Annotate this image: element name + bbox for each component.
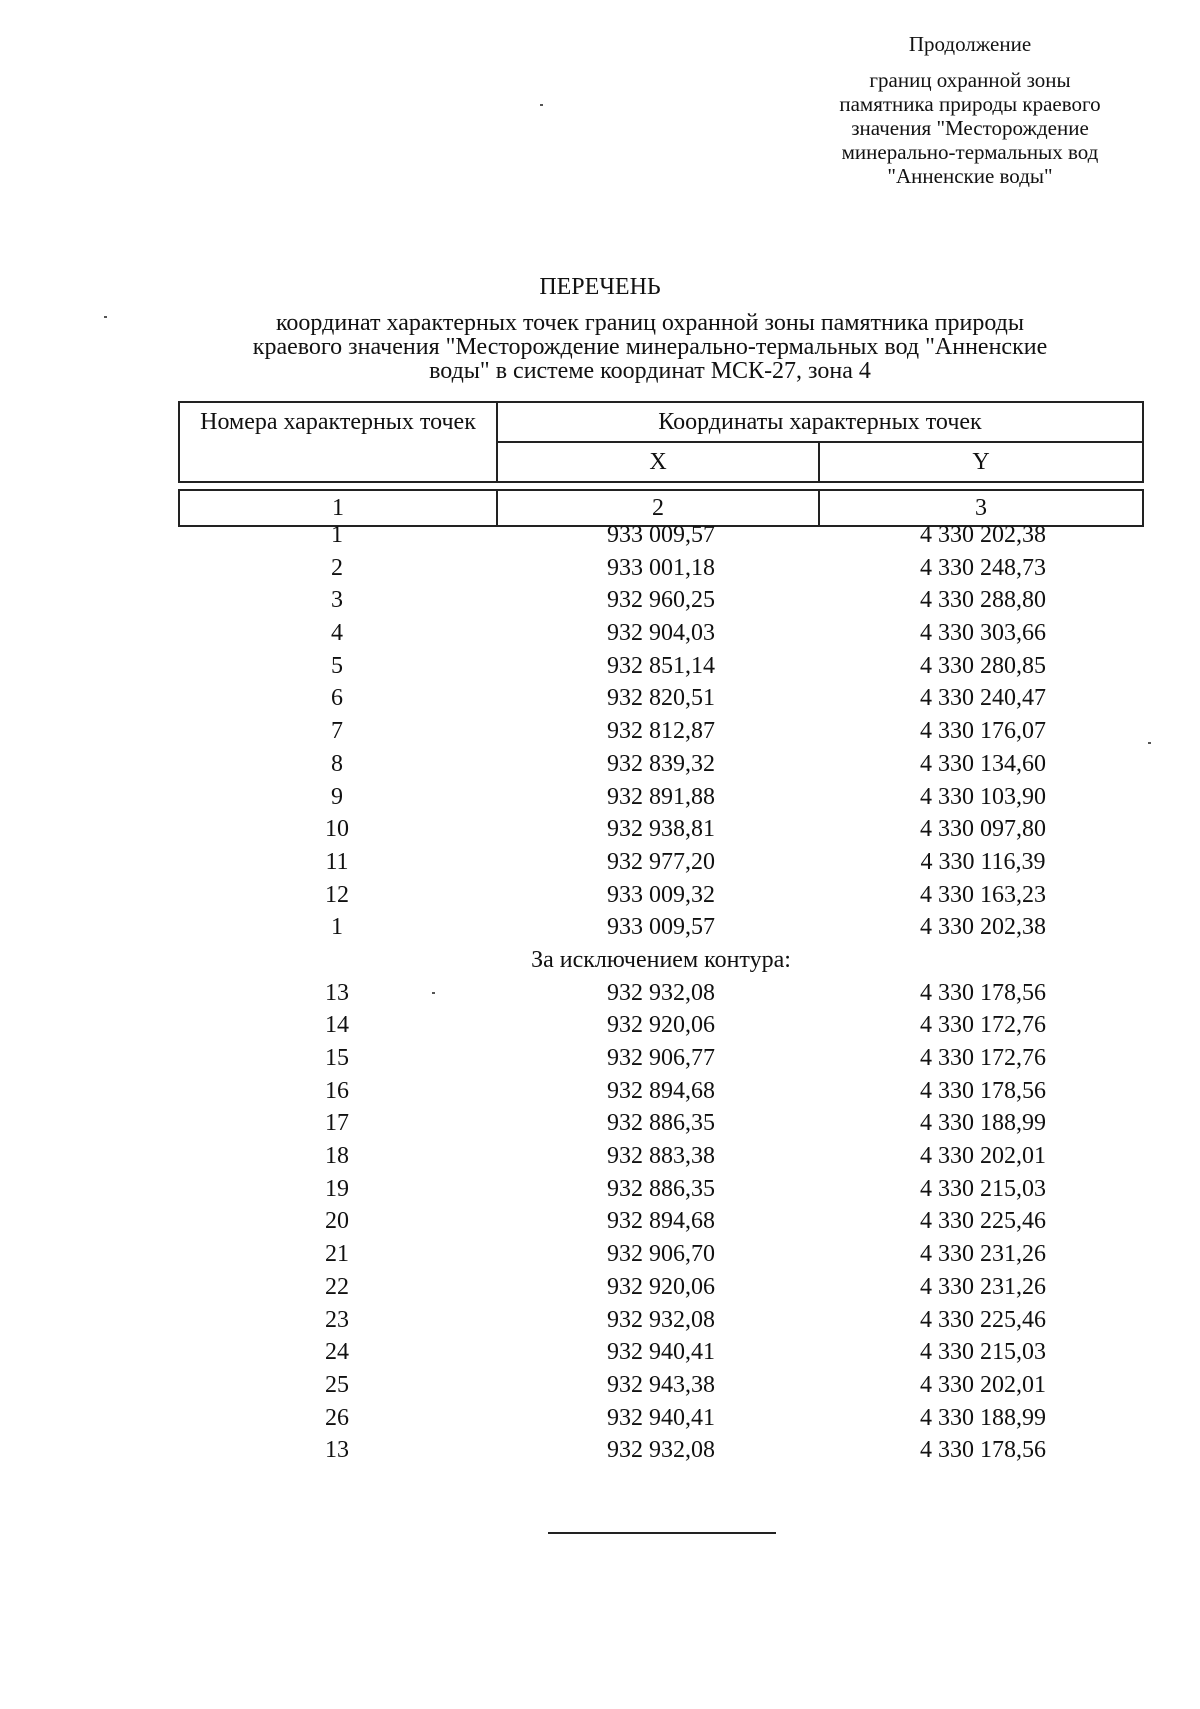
x-coordinate: 932 932,08 bbox=[607, 1437, 715, 1464]
subtitle-line: краевого значения "Месторождение минерально-термальных вод "Анненские bbox=[252, 334, 1048, 360]
x-coordinate: 932 906,70 bbox=[607, 1241, 715, 1268]
table-row bbox=[178, 813, 1144, 846]
y-coordinate: 4 330 163,23 bbox=[920, 881, 1046, 908]
x-coordinate: 932 932,08 bbox=[607, 979, 715, 1006]
y-coordinate: 4 330 097,80 bbox=[920, 816, 1046, 843]
x-coordinate: 932 960,25 bbox=[607, 587, 715, 614]
x-coordinate: 932 920,06 bbox=[607, 1012, 715, 1039]
subtitle-line: координат характерных точек границ охранной зоны памятника природы bbox=[275, 310, 1025, 336]
y-coordinate: 4 330 172,76 bbox=[920, 1045, 1046, 1071]
point-number: 19 bbox=[325, 1175, 349, 1202]
table-row bbox=[178, 584, 1144, 617]
column-number-3: 3 bbox=[819, 490, 1143, 526]
table-row bbox=[178, 1042, 1144, 1075]
table-row bbox=[178, 1271, 1144, 1304]
y-coordinate: 4 330 134,60 bbox=[920, 750, 1046, 777]
y-coordinate: 4 330 225,46 bbox=[920, 1306, 1046, 1333]
point-number: 14 bbox=[325, 1012, 349, 1039]
y-coordinate: 4 330 248,73 bbox=[920, 554, 1046, 581]
x-coordinate: 932 932,08 bbox=[607, 1306, 715, 1333]
table-row bbox=[178, 1140, 1144, 1173]
document-subtitle bbox=[150, 311, 1150, 383]
x-coordinate: 932 977,20 bbox=[607, 848, 715, 875]
point-number: 17 bbox=[325, 1110, 349, 1137]
continuation-line: памятника природы краевого bbox=[839, 92, 1101, 116]
x-coordinate: 932 904,03 bbox=[607, 620, 715, 647]
table-row bbox=[178, 552, 1144, 585]
continuation-label: Продолжение bbox=[908, 32, 1032, 56]
point-number: 3 bbox=[331, 587, 343, 614]
x-coordinate: 932 891,88 bbox=[607, 783, 715, 810]
subtitle-line: воды" в системе координат МСК-27, зона 4 bbox=[429, 358, 871, 384]
point-number: 13 bbox=[325, 1437, 349, 1464]
y-coordinate: 4 330 202,38 bbox=[920, 914, 1046, 941]
point-number: 5 bbox=[331, 652, 343, 679]
point-number: 15 bbox=[325, 1045, 349, 1071]
y-coordinate: 4 330 103,90 bbox=[920, 783, 1046, 810]
x-coordinate: 932 851,14 bbox=[607, 652, 715, 679]
closing-rule bbox=[548, 1532, 776, 1534]
x-coordinate: 933 001,18 bbox=[607, 554, 715, 581]
table-row bbox=[178, 977, 1144, 1010]
table-row bbox=[178, 519, 1144, 552]
x-coordinate: 932 883,38 bbox=[607, 1143, 715, 1170]
x-coordinate: 932 886,35 bbox=[607, 1175, 715, 1202]
x-coordinate: 932 940,41 bbox=[607, 1404, 715, 1431]
coordinates-table-header bbox=[178, 401, 1144, 527]
y-coordinate: 4 330 202,01 bbox=[920, 1371, 1046, 1398]
point-number: 26 bbox=[325, 1404, 349, 1431]
table-row bbox=[178, 1336, 1144, 1369]
table-row bbox=[178, 1402, 1144, 1435]
y-coordinate: 4 330 178,56 bbox=[920, 1077, 1046, 1104]
y-coordinate: 4 330 231,26 bbox=[920, 1273, 1046, 1300]
y-coordinate: 4 330 202,01 bbox=[920, 1143, 1046, 1170]
y-coordinate: 4 330 176,07 bbox=[920, 718, 1046, 745]
point-number: 7 bbox=[331, 718, 343, 745]
table-row bbox=[178, 1009, 1144, 1042]
point-number: 21 bbox=[325, 1241, 349, 1268]
y-coordinate: 4 330 240,47 bbox=[920, 685, 1046, 712]
table-row bbox=[178, 1205, 1144, 1238]
y-coordinate: 4 330 202,38 bbox=[920, 522, 1046, 548]
table-row bbox=[178, 715, 1144, 748]
x-coordinate: 932 820,51 bbox=[607, 685, 715, 712]
table-row bbox=[178, 1107, 1144, 1140]
point-number: 1 bbox=[331, 914, 343, 941]
point-number: 18 bbox=[325, 1143, 349, 1170]
column-number-1: 1 bbox=[179, 490, 497, 526]
header-x: X bbox=[497, 442, 819, 482]
point-number: 2 bbox=[331, 554, 343, 581]
header-y: Y bbox=[819, 442, 1143, 482]
table-row bbox=[178, 1369, 1144, 1402]
scan-speck bbox=[432, 992, 435, 994]
x-coordinate: 932 940,41 bbox=[607, 1339, 715, 1366]
exclusion-contour-rows bbox=[178, 977, 1144, 1467]
table-row bbox=[178, 617, 1144, 650]
x-coordinate: 932 894,68 bbox=[607, 1077, 715, 1104]
continuation-line: минерально-термальных вод bbox=[841, 140, 1099, 164]
x-coordinate: 932 894,68 bbox=[607, 1208, 715, 1235]
point-number: 13 bbox=[325, 979, 349, 1006]
point-number: 1 bbox=[331, 522, 343, 548]
continuation-line: "Анненские воды" bbox=[887, 164, 1053, 188]
x-coordinate: 933 009,57 bbox=[607, 522, 715, 548]
y-coordinate: 4 330 188,99 bbox=[920, 1404, 1046, 1431]
point-number: 11 bbox=[325, 848, 349, 875]
point-number: 12 bbox=[325, 881, 349, 908]
x-coordinate: 932 812,87 bbox=[607, 718, 715, 745]
table-row bbox=[178, 682, 1144, 715]
table-row bbox=[178, 1238, 1144, 1271]
table-row bbox=[178, 748, 1144, 781]
x-coordinate: 932 920,06 bbox=[607, 1273, 715, 1300]
coordinates-table-body bbox=[178, 519, 1144, 1467]
table-row bbox=[178, 879, 1144, 912]
point-number: 23 bbox=[325, 1306, 349, 1333]
scan-speck bbox=[1148, 742, 1151, 744]
table-row bbox=[178, 1434, 1144, 1467]
x-coordinate: 932 886,35 bbox=[607, 1110, 715, 1137]
column-number-2: 2 bbox=[497, 490, 819, 526]
continuation-note bbox=[800, 32, 1140, 188]
header-coordinates: Координаты характерных точек bbox=[497, 402, 1143, 442]
y-coordinate: 4 330 215,03 bbox=[920, 1339, 1046, 1366]
y-coordinate: 4 330 280,85 bbox=[920, 652, 1046, 679]
y-coordinate: 4 330 116,39 bbox=[920, 848, 1046, 875]
x-coordinate: 932 943,38 bbox=[607, 1371, 715, 1398]
y-coordinate: 4 330 215,03 bbox=[920, 1175, 1046, 1202]
table-row bbox=[178, 1173, 1144, 1206]
point-number: 25 bbox=[325, 1371, 349, 1398]
table-row bbox=[178, 846, 1144, 879]
point-number: 22 bbox=[325, 1273, 349, 1300]
continuation-line: границ охранной зоны bbox=[869, 68, 1071, 92]
point-number: 20 bbox=[325, 1208, 349, 1235]
point-number: 16 bbox=[325, 1077, 349, 1104]
point-number: 24 bbox=[325, 1339, 349, 1366]
point-number: 10 bbox=[325, 816, 349, 843]
y-coordinate: 4 330 231,26 bbox=[920, 1241, 1046, 1268]
header-points: Номера характерных точек bbox=[179, 402, 497, 482]
main-contour-rows bbox=[178, 519, 1144, 944]
point-number: 9 bbox=[331, 783, 343, 810]
table-row bbox=[178, 1304, 1144, 1337]
point-number: 8 bbox=[331, 750, 343, 777]
y-coordinate: 4 330 288,80 bbox=[920, 587, 1046, 614]
x-coordinate: 932 938,81 bbox=[607, 816, 715, 843]
scan-speck bbox=[540, 104, 543, 106]
exclusion-label: За исключением контура: bbox=[531, 946, 791, 973]
table-row bbox=[178, 1075, 1144, 1108]
y-coordinate: 4 330 188,99 bbox=[920, 1110, 1046, 1137]
document-title: ПЕРЕЧЕНЬ bbox=[539, 274, 661, 300]
table-row bbox=[178, 650, 1144, 683]
table-row bbox=[178, 911, 1144, 944]
point-number: 4 bbox=[331, 620, 343, 647]
x-coordinate: 933 009,32 bbox=[607, 881, 715, 908]
point-number: 6 bbox=[331, 685, 343, 712]
continuation-line: значения "Месторождение bbox=[851, 116, 1089, 140]
y-coordinate: 4 330 225,46 bbox=[920, 1208, 1046, 1235]
x-coordinate: 932 839,32 bbox=[607, 750, 715, 777]
y-coordinate: 4 330 178,56 bbox=[920, 979, 1046, 1006]
y-coordinate: 4 330 178,56 bbox=[920, 1437, 1046, 1464]
y-coordinate: 4 330 172,76 bbox=[920, 1012, 1046, 1039]
table-row bbox=[178, 781, 1144, 814]
x-coordinate: 932 906,77 bbox=[607, 1045, 715, 1071]
x-coordinate: 933 009,57 bbox=[607, 914, 715, 941]
y-coordinate: 4 330 303,66 bbox=[920, 620, 1046, 647]
scan-speck bbox=[104, 316, 107, 318]
